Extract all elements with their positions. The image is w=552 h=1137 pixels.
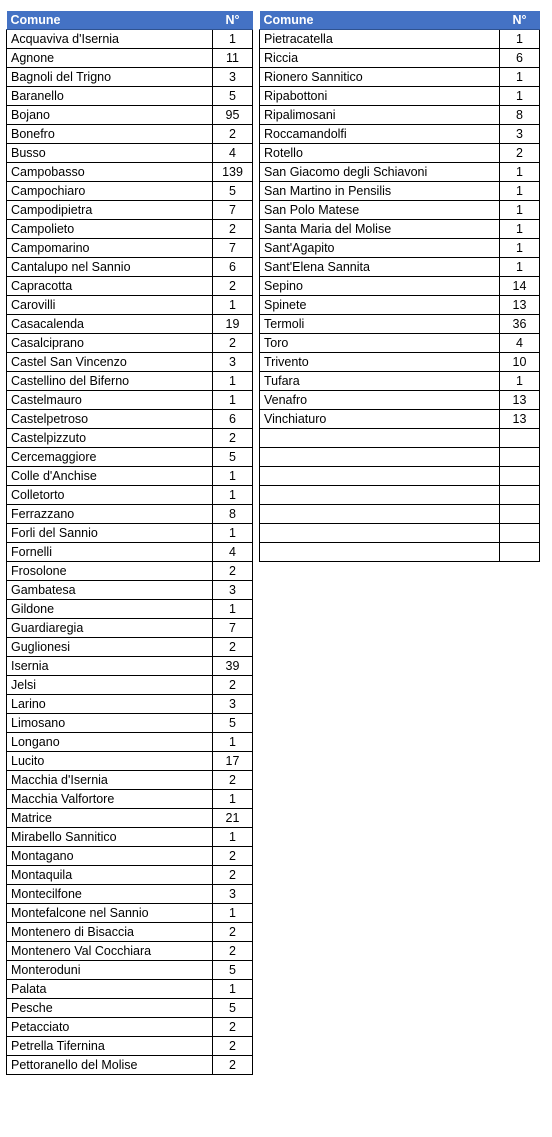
table-row [7, 68, 253, 87]
table-row [260, 182, 540, 201]
comune-cell: Lucito [7, 752, 213, 771]
count-cell: 1 [500, 239, 540, 258]
table-row [260, 410, 540, 429]
table-row [7, 562, 253, 581]
table-row [7, 220, 253, 239]
count-cell: 1 [213, 467, 253, 486]
count-cell: 3 [213, 581, 253, 600]
table-row [7, 505, 253, 524]
comune-cell: Petrella Tifernina [7, 1037, 213, 1056]
comune-cell: Montecilfone [7, 885, 213, 904]
table-row [7, 429, 253, 448]
count-cell: 2 [213, 771, 253, 790]
count-cell [500, 467, 540, 486]
comune-cell: Rotello [260, 144, 500, 163]
count-cell: 1 [500, 182, 540, 201]
count-cell: 5 [213, 448, 253, 467]
comune-cell: Baranello [7, 87, 213, 106]
table-row [7, 619, 253, 638]
table-row [260, 125, 540, 144]
count-cell: 5 [213, 714, 253, 733]
comune-cell: Riccia [260, 49, 500, 68]
table-row [260, 429, 540, 448]
table-row [260, 505, 540, 524]
comune-cell: Limosano [7, 714, 213, 733]
count-cell: 8 [500, 106, 540, 125]
comune-cell: Colletorto [7, 486, 213, 505]
table-row [260, 486, 540, 505]
count-cell: 2 [213, 334, 253, 353]
count-cell: 1 [500, 68, 540, 87]
table-row [260, 163, 540, 182]
table-row [260, 68, 540, 87]
comune-cell: Vinchiaturo [260, 410, 500, 429]
table-row [7, 942, 253, 961]
comune-cell: Pettoranello del Molise [7, 1056, 213, 1075]
count-cell: 3 [500, 125, 540, 144]
table-row [7, 809, 253, 828]
count-cell: 1 [213, 904, 253, 923]
comune-cell: Montaquila [7, 866, 213, 885]
table-row [7, 714, 253, 733]
table-row [7, 733, 253, 752]
table-row [7, 904, 253, 923]
table-row [260, 296, 540, 315]
count-cell: 6 [500, 49, 540, 68]
table-row [7, 391, 253, 410]
table-row [7, 239, 253, 258]
count-cell: 1 [500, 220, 540, 239]
comune-cell: Campochiaro [7, 182, 213, 201]
count-cell: 2 [213, 923, 253, 942]
count-cell [500, 505, 540, 524]
count-cell: 13 [500, 296, 540, 315]
count-cell: 2 [213, 1018, 253, 1037]
count-cell: 4 [213, 543, 253, 562]
comune-cell: Pesche [7, 999, 213, 1018]
count-cell: 4 [500, 334, 540, 353]
table-row [7, 106, 253, 125]
comune-cell: Cercemaggiore [7, 448, 213, 467]
table-row [260, 524, 540, 543]
comune-cell: Bagnoli del Trigno [7, 68, 213, 87]
count-cell: 1 [500, 201, 540, 220]
table-row [7, 676, 253, 695]
table-row [260, 334, 540, 353]
count-cell: 7 [213, 201, 253, 220]
count-cell: 2 [213, 562, 253, 581]
comune-cell: Jelsi [7, 676, 213, 695]
table-row [7, 847, 253, 866]
table-row [260, 49, 540, 68]
count-cell: 6 [213, 258, 253, 277]
count-cell: 17 [213, 752, 253, 771]
header-comune: Comune [7, 11, 213, 30]
header-count: N° [213, 11, 253, 30]
table-row [7, 866, 253, 885]
count-cell: 21 [213, 809, 253, 828]
table-row [7, 695, 253, 714]
comune-cell: Roccamandolfi [260, 125, 500, 144]
count-cell: 3 [213, 68, 253, 87]
header-comune: Comune [260, 11, 500, 30]
count-cell: 2 [213, 847, 253, 866]
comune-cell: Pietracatella [260, 30, 500, 49]
comune-cell: San Giacomo degli Schiavoni [260, 163, 500, 182]
table-row [7, 163, 253, 182]
comune-cell: Bonefro [7, 125, 213, 144]
comune-cell: Macchia d'Isernia [7, 771, 213, 790]
table-row [7, 980, 253, 999]
count-cell: 6 [213, 410, 253, 429]
count-cell: 1 [500, 30, 540, 49]
comune-cell: Gildone [7, 600, 213, 619]
comune-cell: Campomarino [7, 239, 213, 258]
table-row [7, 315, 253, 334]
table-row [7, 30, 253, 49]
table-row [7, 258, 253, 277]
count-cell: 1 [213, 30, 253, 49]
count-cell: 8 [213, 505, 253, 524]
comune-cell: Gambatesa [7, 581, 213, 600]
comune-cell: Isernia [7, 657, 213, 676]
table-row [7, 771, 253, 790]
count-cell: 2 [213, 638, 253, 657]
count-cell: 2 [213, 125, 253, 144]
count-cell [500, 429, 540, 448]
comune-cell: Bojano [7, 106, 213, 125]
table-row [7, 296, 253, 315]
count-cell: 1 [500, 163, 540, 182]
comune-cell: Cantalupo nel Sannio [7, 258, 213, 277]
count-cell: 1 [213, 600, 253, 619]
table-row [7, 353, 253, 372]
count-cell: 11 [213, 49, 253, 68]
count-cell: 3 [213, 695, 253, 714]
table-row [260, 30, 540, 49]
count-cell: 1 [213, 733, 253, 752]
table-row [7, 277, 253, 296]
comune-cell: Castelpetroso [7, 410, 213, 429]
comune-cell: Ferrazzano [7, 505, 213, 524]
count-cell: 2 [213, 1056, 253, 1075]
comune-cell: Forli del Sannio [7, 524, 213, 543]
comune-cell: Busso [7, 144, 213, 163]
table-row [7, 600, 253, 619]
table-row [7, 1056, 253, 1075]
count-cell: 1 [213, 980, 253, 999]
count-cell: 1 [213, 486, 253, 505]
comune-cell: Macchia Valfortore [7, 790, 213, 809]
count-cell: 2 [213, 429, 253, 448]
comune-cell: Montenero di Bisaccia [7, 923, 213, 942]
comune-cell: Castellino del Biferno [7, 372, 213, 391]
table-row [260, 372, 540, 391]
count-cell: 139 [213, 163, 253, 182]
comune-cell: Fornelli [7, 543, 213, 562]
table-row [260, 144, 540, 163]
count-cell: 2 [213, 676, 253, 695]
count-cell: 2 [213, 1037, 253, 1056]
count-cell: 2 [213, 277, 253, 296]
count-cell: 7 [213, 239, 253, 258]
comune-cell: Longano [7, 733, 213, 752]
comune-cell: Matrice [7, 809, 213, 828]
count-cell: 5 [213, 961, 253, 980]
comune-cell: Castelmauro [7, 391, 213, 410]
table-row [7, 49, 253, 68]
table-row [7, 486, 253, 505]
comune-cell: Carovilli [7, 296, 213, 315]
table-row [260, 391, 540, 410]
count-cell: 1 [213, 372, 253, 391]
left-table [6, 11, 253, 1075]
table-row [7, 144, 253, 163]
comune-cell: Montenero Val Cocchiara [7, 942, 213, 961]
table-row [7, 790, 253, 809]
table-row [7, 961, 253, 980]
header-row [260, 11, 540, 30]
count-cell: 4 [213, 144, 253, 163]
count-cell: 1 [213, 524, 253, 543]
comune-cell: Petacciato [7, 1018, 213, 1037]
comune-cell: Ripabottoni [260, 87, 500, 106]
comune-cell: Campodipietra [7, 201, 213, 220]
comune-cell: Toro [260, 334, 500, 353]
count-cell: 39 [213, 657, 253, 676]
comune-cell: Termoli [260, 315, 500, 334]
count-cell: 13 [500, 410, 540, 429]
table-row [7, 125, 253, 144]
comune-cell: Casalciprano [7, 334, 213, 353]
count-cell: 2 [213, 220, 253, 239]
comune-cell: Campolieto [7, 220, 213, 239]
count-cell: 14 [500, 277, 540, 296]
table-row [260, 258, 540, 277]
comune-cell: Campobasso [7, 163, 213, 182]
comune-cell [260, 505, 500, 524]
table-row [7, 372, 253, 391]
comune-cell: Capracotta [7, 277, 213, 296]
right-table [259, 11, 540, 562]
comune-cell: Acquaviva d'Isernia [7, 30, 213, 49]
count-cell: 3 [213, 885, 253, 904]
table-row [260, 353, 540, 372]
comune-cell: Larino [7, 695, 213, 714]
comune-cell: Castel San Vincenzo [7, 353, 213, 372]
comune-cell [260, 524, 500, 543]
count-cell: 19 [213, 315, 253, 334]
table-row [260, 467, 540, 486]
count-cell: 1 [213, 296, 253, 315]
comune-cell: Guardiaregia [7, 619, 213, 638]
header-count: N° [500, 11, 540, 30]
table-row [260, 277, 540, 296]
count-cell: 2 [213, 942, 253, 961]
count-cell: 36 [500, 315, 540, 334]
count-cell: 95 [213, 106, 253, 125]
comune-cell: San Martino in Pensilis [260, 182, 500, 201]
comune-cell [260, 448, 500, 467]
comune-cell [260, 486, 500, 505]
comune-cell [260, 429, 500, 448]
table-row [260, 543, 540, 562]
comune-cell [260, 467, 500, 486]
comune-cell: Sant'Agapito [260, 239, 500, 258]
count-cell: 1 [213, 391, 253, 410]
comune-cell [260, 543, 500, 562]
table-row [7, 448, 253, 467]
comune-cell: Castelpizzuto [7, 429, 213, 448]
comune-cell: Colle d'Anchise [7, 467, 213, 486]
table-row [7, 581, 253, 600]
table-row [260, 201, 540, 220]
count-cell: 1 [500, 372, 540, 391]
table-row [260, 87, 540, 106]
comune-cell: Tufara [260, 372, 500, 391]
table-row [7, 999, 253, 1018]
table-row [7, 1018, 253, 1037]
comune-cell: Casacalenda [7, 315, 213, 334]
comune-cell: San Polo Matese [260, 201, 500, 220]
table-row [7, 657, 253, 676]
table-row [260, 106, 540, 125]
table-row [7, 524, 253, 543]
comune-cell: Venafro [260, 391, 500, 410]
comune-cell: Montagano [7, 847, 213, 866]
table-row [260, 239, 540, 258]
table-row [260, 448, 540, 467]
count-cell: 3 [213, 353, 253, 372]
count-cell: 10 [500, 353, 540, 372]
table-row [7, 885, 253, 904]
table-row [7, 752, 253, 771]
comune-cell: Ripalimosani [260, 106, 500, 125]
table-row [7, 201, 253, 220]
table-row [7, 87, 253, 106]
comune-cell: Sepino [260, 277, 500, 296]
table-row [7, 1037, 253, 1056]
count-cell: 7 [213, 619, 253, 638]
comune-cell: Trivento [260, 353, 500, 372]
comune-cell: Spinete [260, 296, 500, 315]
count-cell: 1 [213, 790, 253, 809]
comune-cell: Palata [7, 980, 213, 999]
comune-cell: Rionero Sannitico [260, 68, 500, 87]
comune-cell: Frosolone [7, 562, 213, 581]
table-row [260, 315, 540, 334]
count-cell: 1 [213, 828, 253, 847]
comune-cell: Guglionesi [7, 638, 213, 657]
count-cell [500, 448, 540, 467]
count-cell: 5 [213, 999, 253, 1018]
count-cell: 1 [500, 87, 540, 106]
table-row [7, 923, 253, 942]
table-row [7, 638, 253, 657]
count-cell: 1 [500, 258, 540, 277]
count-cell [500, 524, 540, 543]
comune-cell: Mirabello Sannitico [7, 828, 213, 847]
table-row [7, 828, 253, 847]
count-cell: 13 [500, 391, 540, 410]
table-row [7, 543, 253, 562]
comune-cell: Agnone [7, 49, 213, 68]
header-row [7, 11, 253, 30]
comune-cell: Montefalcone nel Sannio [7, 904, 213, 923]
table-row [260, 220, 540, 239]
comune-cell: Santa Maria del Molise [260, 220, 500, 239]
comune-cell: Monteroduni [7, 961, 213, 980]
table-row [7, 410, 253, 429]
count-cell: 2 [213, 866, 253, 885]
count-cell: 5 [213, 87, 253, 106]
count-cell: 5 [213, 182, 253, 201]
table-row [7, 182, 253, 201]
comune-cell: Sant'Elena Sannita [260, 258, 500, 277]
table-row [7, 334, 253, 353]
count-cell: 2 [500, 144, 540, 163]
count-cell [500, 543, 540, 562]
table-row [7, 467, 253, 486]
count-cell [500, 486, 540, 505]
